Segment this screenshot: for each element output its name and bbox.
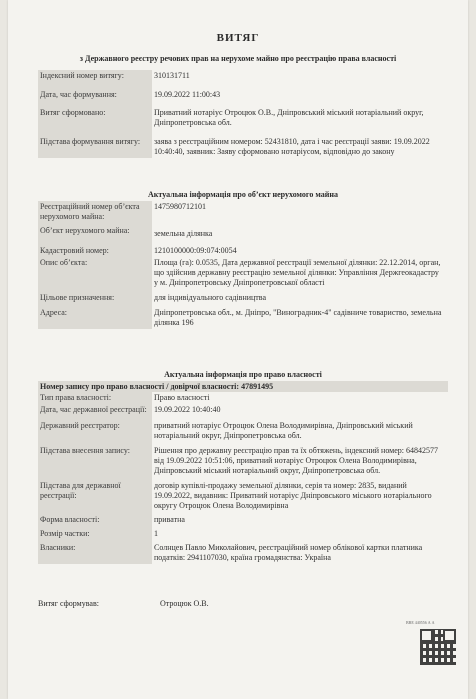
table-row xyxy=(38,512,448,526)
document-page xyxy=(8,0,468,699)
row-label: Державний реєстратор: xyxy=(38,416,152,442)
table-row xyxy=(38,103,448,129)
document-subtitle: з Державного реєстру речових прав на нерухоме майно про реєстрацію права власності xyxy=(79,54,397,63)
row-value: для індивідуального садівництва xyxy=(154,293,267,302)
row-label: Розмір частки: xyxy=(38,526,152,540)
table-row xyxy=(38,304,448,329)
table-row xyxy=(38,442,448,477)
table-row xyxy=(38,82,448,103)
table-row xyxy=(38,477,448,512)
row-value: заява з реєстраційним номером: 52431810, дата і час реєстрації заяви: 19.09.2022 10:40:40, заявник: Заяву сформовано нотаріусом, відповідно до закону xyxy=(154,137,430,156)
formed-by-line xyxy=(38,599,209,608)
table-row xyxy=(38,540,448,564)
document-title: ВИТЯГ xyxy=(216,32,260,44)
row-label: Форма власності: xyxy=(38,512,152,526)
row-value: Дніпропетровська обл., м. Дніпро, "Виноградник-4" садівниче товариство, земельна ділянка 196 xyxy=(154,308,442,327)
row-label: Власники: xyxy=(38,540,152,564)
row-value: Площа (га): 0.0535, Дата державної реєстрації земельної ділянки: 22.12.2014, орган, що здійснив державну реєстрацію земельної ділянки: Управління Держгеокадастру у м. Дніпропетровську Дніпропетровської області xyxy=(154,258,441,287)
row-label: Витяг сформовано: xyxy=(38,103,152,129)
row-value: 19.09.2022 11:00:43 xyxy=(154,90,221,99)
table-row xyxy=(38,257,448,289)
row-value: 1475980712101 xyxy=(154,202,206,211)
row-value: Рішення про державну реєстрацію прав та їх обтяжень, індексний номер: 64842577 від 19.09.2022 10:51:06, приватний нотаріус Отроцюк Олена Володимирівна, Дніпровський міський нотаріальний округ, Дніпропетровська обл. xyxy=(154,446,439,475)
row-value: Солнцев Павло Миколайович, реєстраційний номер облікової картки платника податків: 2941107030, країна громадянства: Україна xyxy=(154,543,423,562)
row-label: Дата, час формування: xyxy=(38,82,152,103)
record-number-line: Номер запису про право власності / довірчої власності: 47891495 xyxy=(38,381,448,392)
extract-info-table xyxy=(38,70,448,158)
row-label: Цільове призначення: xyxy=(38,289,152,304)
object-section-title: Актуальна інформація про об’єкт нерухомого майна xyxy=(148,190,338,199)
row-value: 1210100000:09:074:0054 xyxy=(154,246,237,255)
table-row xyxy=(38,129,448,158)
formed-by-label: Витяг сформував: xyxy=(38,599,99,608)
row-label: Кадастровий номер: xyxy=(38,240,152,257)
ownership-section-title: Актуальна інформація про право власності xyxy=(164,370,322,379)
table-row xyxy=(38,201,448,223)
table-row xyxy=(38,526,448,540)
row-label: Адреса: xyxy=(38,304,152,329)
row-value: Приватний нотаріус Отроцюк О.В., Дніпровський міський нотаріальний округ, Дніпропетровська обл. xyxy=(154,108,424,127)
row-label: Опис об’єкта: xyxy=(38,257,152,289)
row-value: приватний нотаріус Отроцюк Олена Володимирівна, Дніпровський міський нотаріальний округ, Дніпропетровська обл. xyxy=(154,421,413,440)
row-label: Дата, час державної реєстрації: xyxy=(38,404,152,416)
row-label: Реєстраційний номер об’єкта нерухомого майна: xyxy=(38,201,152,223)
formed-by-value: Отроцюк О.В. xyxy=(160,599,209,608)
row-label: Підстава формування витягу: xyxy=(38,129,152,158)
row-value: договір купівлі-продажу земельної ділянки, серія та номер: 2835, виданий 19.09.2022, видавник: Приватний нотаріус Дніпровського міського нотаріального округу Отроцюк Олена Володимирівна xyxy=(154,481,432,510)
table-row xyxy=(38,392,448,404)
table-row xyxy=(38,70,448,82)
row-value: 19.09.2022 10:40:40 xyxy=(154,405,221,414)
table-row xyxy=(38,416,448,442)
table-row xyxy=(38,289,448,304)
row-label: Тип права власності: xyxy=(38,392,152,404)
row-value: 1 xyxy=(154,529,158,538)
qr-caption: ВВЕ 440556 А А xyxy=(406,620,435,625)
row-label: Об’єкт нерухомого майна: xyxy=(38,223,152,240)
row-value: 310131711 xyxy=(154,71,190,80)
object-table xyxy=(38,201,448,329)
extract-info-block xyxy=(38,70,448,158)
ownership-section xyxy=(38,366,448,564)
qr-code-icon xyxy=(420,629,456,665)
row-value: земельна ділянка xyxy=(154,229,213,238)
table-row xyxy=(38,223,448,240)
row-value: Право власності xyxy=(154,393,210,402)
row-label: Підстава внесення запису: xyxy=(38,442,152,477)
ownership-table xyxy=(38,392,448,564)
table-row xyxy=(38,404,448,416)
table-row xyxy=(38,240,448,257)
object-section xyxy=(38,186,448,329)
row-value: приватна xyxy=(154,515,185,524)
row-label: Підстава для державної реєстрації: xyxy=(38,477,152,512)
row-label: Індексний номер витягу: xyxy=(38,70,152,82)
